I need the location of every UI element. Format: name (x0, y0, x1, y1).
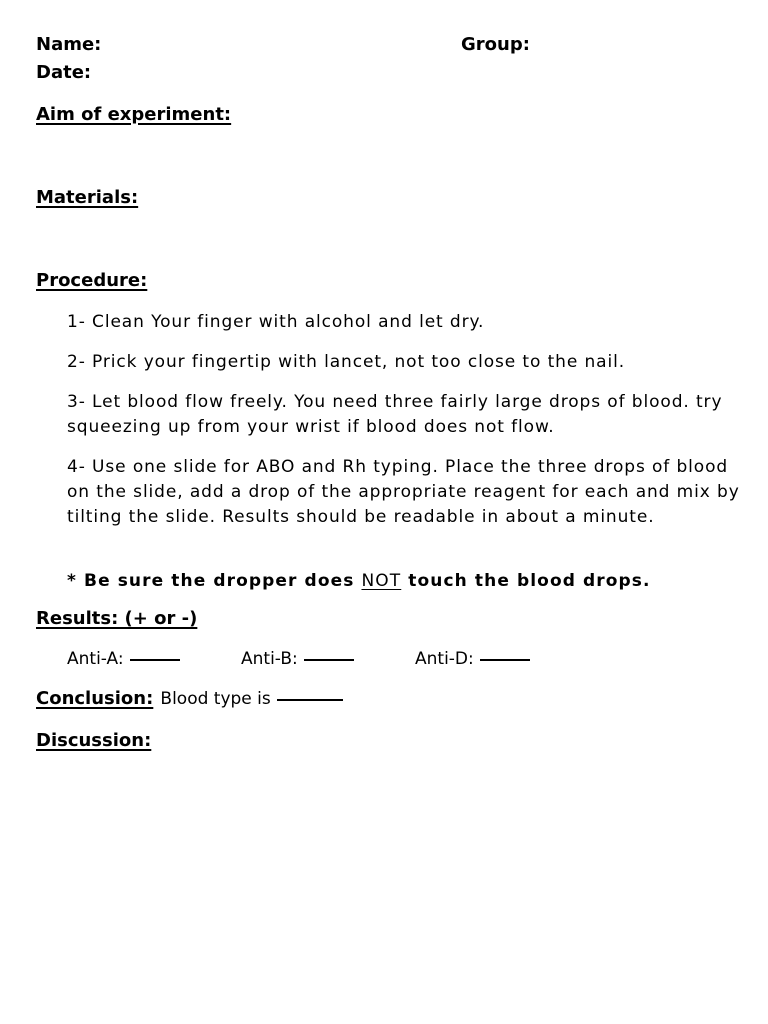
aim-heading: Aim of experiment: (36, 104, 232, 125)
blood-type-blank[interactable] (277, 698, 343, 701)
anti-b-label: Anti-B: (241, 649, 298, 669)
conclusion-text: Blood type is (160, 689, 271, 709)
dropper-note (67, 569, 742, 594)
date-label: Date: (36, 62, 92, 83)
anti-a-label: Anti-A: (67, 649, 124, 669)
results-heading: Results: (+ or -) (36, 608, 198, 629)
procedure-step-4: 4- Use one slide for ABO and Rh typing. Place the three drops of blood on the slide, add a drop of the appropriate reagent for each and mix by tilting the slide. Results should be readable in about a minute. (67, 457, 740, 527)
anti-a-result (67, 649, 180, 669)
anti-b-result (241, 649, 354, 669)
anti-d-label: Anti-D: (415, 649, 474, 669)
conclusion-line (36, 688, 343, 709)
procedure-step-2: 2- Prick your fingertip with lancet, not too close to the nail. (67, 352, 626, 372)
anti-a-blank[interactable] (130, 658, 180, 661)
procedure-step-3: 3- Let blood flow freely. You need three fairly large drops of blood. try squeezing up from your wrist if blood does not flow. (67, 392, 723, 437)
materials-heading: Materials: (36, 187, 139, 208)
discussion-heading: Discussion: (36, 730, 152, 751)
note-emphasis: NOT (361, 571, 402, 591)
note-text-end: touch the blood drops. (401, 571, 651, 591)
note-text-start: * Be sure the dropper does (67, 571, 362, 591)
name-label: Name: (36, 34, 102, 55)
procedure-step-1: 1- Clean Your finger with alcohol and let dry. (67, 312, 485, 332)
anti-d-blank[interactable] (480, 658, 530, 661)
procedure-heading: Procedure: (36, 270, 148, 291)
anti-d-result (415, 649, 530, 669)
anti-b-blank[interactable] (304, 658, 354, 661)
conclusion-heading: Conclusion: (36, 688, 154, 709)
group-label: Group: (461, 34, 530, 55)
